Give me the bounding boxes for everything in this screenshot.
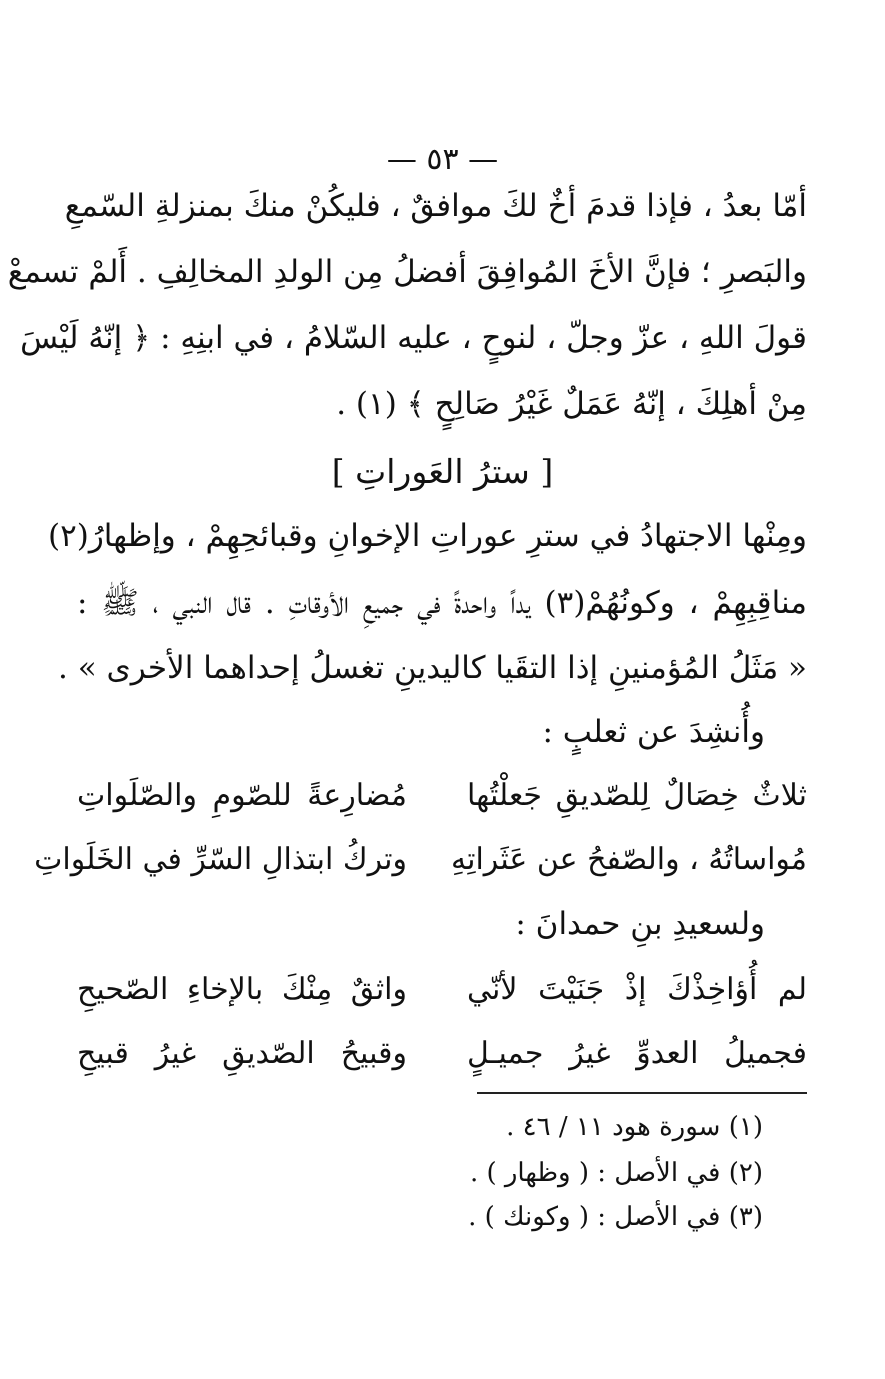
text-line: أمّا بعدُ ، فإذا قدمَ أخٌ لكَ موافقٌ ، فليكُنْ منكَ بمنزلةِ السّمعِ xyxy=(64,188,807,224)
section-heading: [ سترُ العَوراتِ ] xyxy=(331,452,554,491)
verse-first-hemistich: مُواساتُهُ ، والصّفحُ عن عَثَراتِهِ xyxy=(451,842,807,877)
text-line: ولسعيدِ بنِ حمدانَ : xyxy=(515,906,765,942)
text-line: « مَثَلُ المُؤمنينِ إذا التقَيا كاليدينِ تغسلُ إحداهما الأخرى » . xyxy=(57,650,807,686)
footnote-separator xyxy=(477,1092,807,1094)
footnote: (٣) في الأصل : ( وكونك ) . xyxy=(468,1202,763,1232)
poem-verse xyxy=(34,842,807,886)
poem-verse xyxy=(77,778,807,822)
verse-first-hemistich: فجميلُ العدوِّ غيرُ جميـلٍ xyxy=(467,1036,807,1071)
footnote: (٢) في الأصل : ( وظهار ) . xyxy=(469,1158,763,1188)
verse-second-hemistich: وقبيحُ الصّديقِ غيرُ قبيحِ xyxy=(77,1036,407,1071)
verse-second-hemistich: مُضارِعةً للصّومِ والصّلَواتِ xyxy=(77,778,407,813)
text-line: مِنْ أهلِكَ ، إنّهُ عَمَلٌ غَيْرُ صَالِحٍ ﴾ (١) . xyxy=(336,386,807,422)
page-number: — ٥٣ — xyxy=(386,142,499,177)
verse-first-hemistich: لم أُؤاخِذْكَ إذْ جَنَيْتَ لأنّي xyxy=(467,972,807,1007)
text-line: مناقِبِهِمْ ، وكونُهُمْ(٣) يداً واحدةً في جميعِ الأوقاتِ . قال النبي ، ﷺ : xyxy=(77,585,807,621)
verse-second-hemistich: وتركُ ابتذالِ السّرِّ في الخَلَواتِ xyxy=(34,842,407,877)
text-line: وأُنشِدَ عن ثعلبٍ : xyxy=(542,714,765,750)
verse-second-hemistich: واثقٌ مِنْكَ بالإخاءِ الصّحيحِ xyxy=(77,972,407,1007)
verse-first-hemistich: ثلاثٌ خِصَالٌ لِلصّديقِ جَعلْتُها xyxy=(467,778,807,813)
text-line: والبَصرِ ؛ فإنَّ الأخَ المُوافِقَ أفضلُ مِن الولدِ المخالِفِ . أَلمْ تسمعْ xyxy=(7,254,807,290)
text-line: ومِنْها الاجتهادُ في سترِ عوراتِ الإخوانِ وقبائحِهِمْ ، وإظهارُ(٢) xyxy=(47,518,807,554)
poem-verse xyxy=(77,1036,807,1080)
text-line: قولَ اللهِ ، عزّ وجلّ ، لنوحٍ ، عليه السّلامُ ، في ابنِهِ : ﴿ إنّهُ لَيْسَ xyxy=(20,320,807,356)
poem-verse xyxy=(77,972,807,1016)
footnote: (١) سورة هود ١١ / ٤٦ . xyxy=(506,1112,763,1142)
